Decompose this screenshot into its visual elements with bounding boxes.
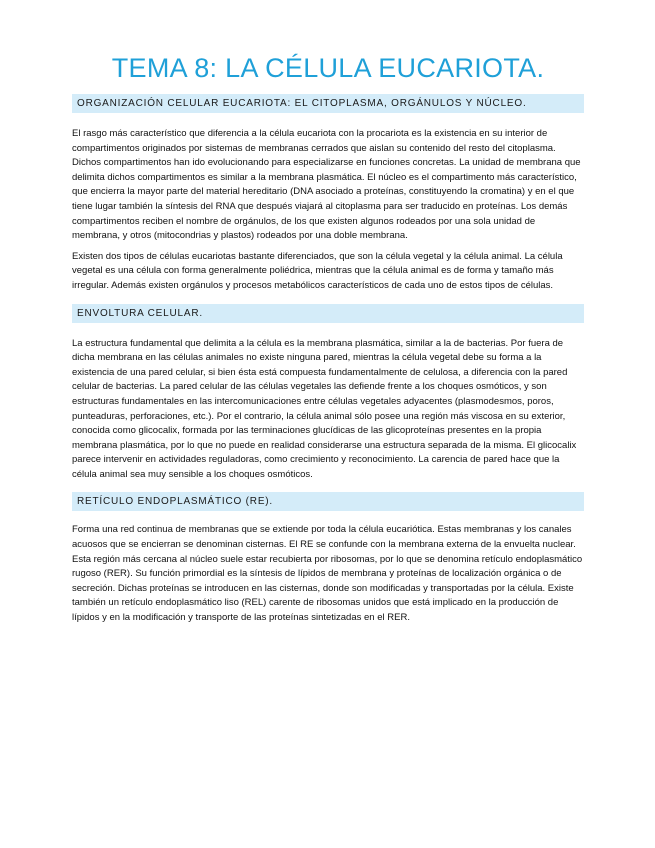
section-heading: ENVOLTURA CELULAR. [72, 304, 584, 323]
section-organizacion [72, 94, 584, 294]
section-envoltura [72, 304, 584, 483]
paragraph: Existen dos tipos de células eucariotas bastante diferenciados, que son la célula vegetal y la célula animal. La célula vegetal es una célula con forma generalmente poliédrica, mientras que la célula animal es de forma y tamaño más irregular. Además existen orgánulos y procesos metabólicos característicos de cada uno de estos tipos de células. [72, 250, 563, 291]
paragraph: Forma una red continua de membranas que se extiende por toda la célula eucariótica. Estas membranas y los canales acuosos que se encierran se denominan cisternas. El RE se confunde con la membrana externa de la envuelta nuclear. Esta región más cercana al núcleo suele estar recubierta por ribosomas, por lo que se denomina retículo endoplasmático rugoso (RER). Su función primordial es la síntesis de lípidos de membrana y proteínas de localización orgánica o de secreción. Dichas proteínas se introducen en las cisternas, donde son modificadas y transportadas por la célula. Existe también un retículo endoplasmático liso (REL) carente de ribosomas unidos que está implicado en la producción de lípidos y en la modificación y transporte de las proteínas sintetizadas en el RER. [72, 524, 583, 624]
document-title: TEMA 8: LA CÉLULA EUCARIOTA. [111, 53, 545, 83]
section-reticulo [72, 492, 584, 625]
document-page [72, 0, 584, 626]
paragraph: El rasgo más característico que diferencia a la célula eucariota con la procariota es la existencia en su interior de compartimentos originados por sistemas de membranas cerrados que aislan su contenido del resto del citoplasma. Dichos compartimentos han ido evolucionando para especializarse en funciones concretas. La unidad de membrana que delimita dichos compartimentos es similar a la membrana plasmática. El núcleo es el compartimento más característico, que encierra la mayor parte del material hereditario (DNA asociado a proteínas, constituyendo la cromatina) y en el que tiene lugar también la síntesis del RNA que después viajará al citoplasma para ser traducido en proteínas. Los demás compartimentos reciben el nombre de orgánulos, de los que existen algunos rodeados por una sola unidad de membrana, y otros (mitocondrias y plastos) rodeados por una doble membrana. [72, 128, 581, 242]
section-heading: RETÍCULO ENDOPLASMÁTICO (RE). [72, 492, 584, 511]
paragraph: La estructura fundamental que delimita a la célula es la membrana plasmática, similar a la de bacterias. Por fuera de dicha membrana en las células animales no existe ninguna pared, mientras la célula vegetal debe su forma a la existencia de una pared celular, si bien ésta está compuesta fundamentalmente de celulosa, a diferencia con la pared celular de bacterias. La pared celular de las células vegetales las defiende frente a los choques osmóticos, y son estructuras fundamentales en las intercomunicaciones entre células vegetales adyacentes (plasmodesmos, poros, punteaduras, perforaciones, etc.). Por el contrario, la célula animal sólo posee una región más viscosa en su exterior, conocida como glicocalix, formada por las terminaciones glucídicas de las glicoproteínas presentes en la propia membrana plasmática, por lo que no puede en realidad considerarse una estructura separada de la misma. El glicocalix parece intervenir en actividades reguladoras, como crecimiento y reconocimiento. La carencia de pared hace que la célula animal sea muy sensible a los choques osmóticos. [72, 337, 577, 480]
section-heading: ORGANIZACIÓN CELULAR EUCARIOTA: EL CITOPLASMA, ORGÁNULOS Y NÚCLEO. [72, 94, 584, 113]
